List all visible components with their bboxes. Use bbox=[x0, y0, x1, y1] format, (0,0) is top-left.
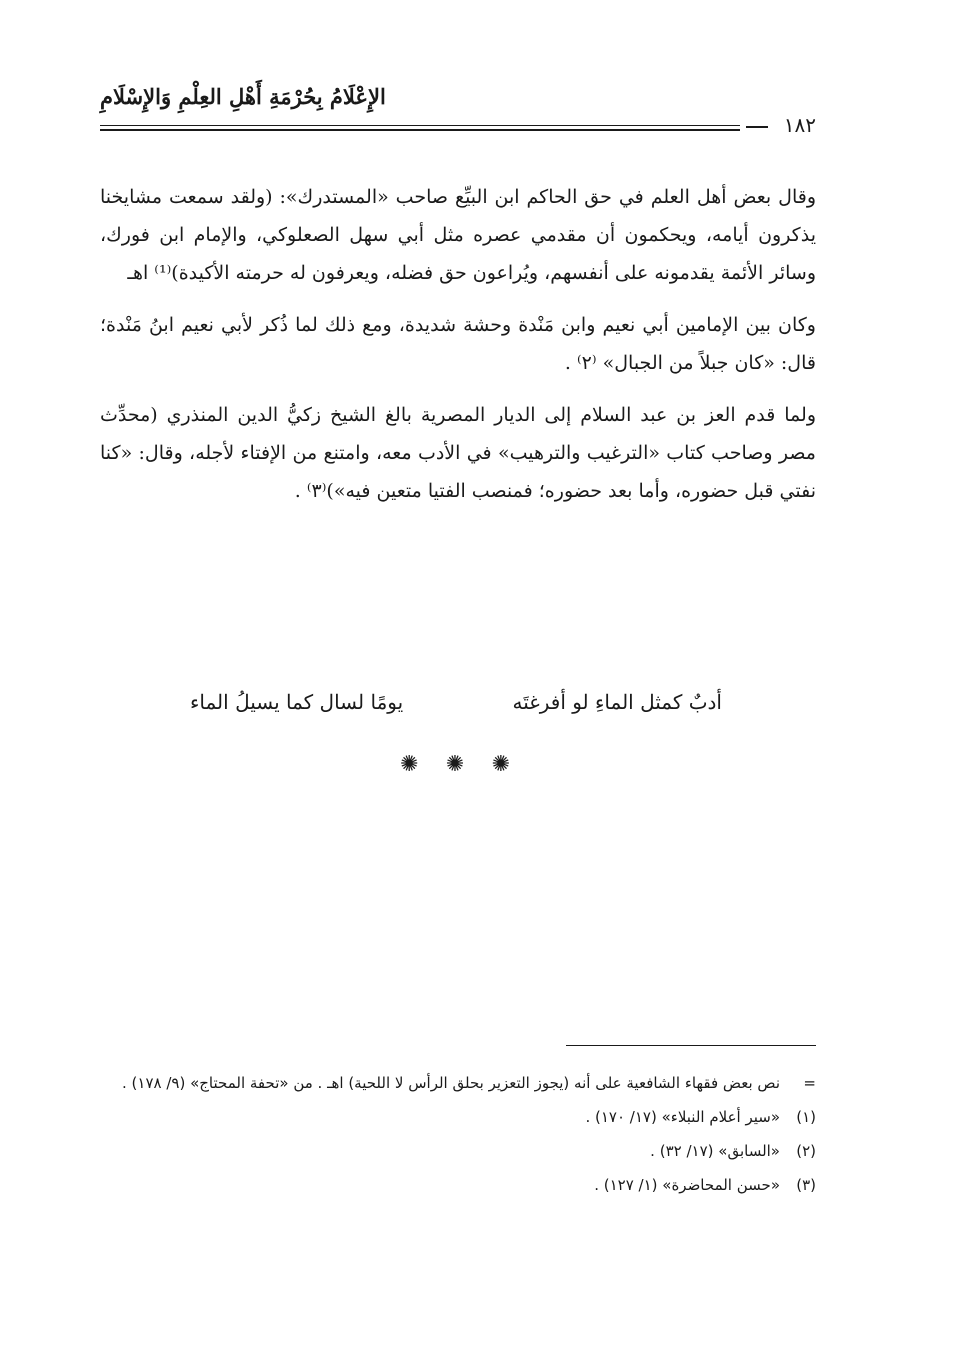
book-title: الإِعْلَامُ بِحُرْمَةِ أَهْلِ العِلْمِ وَالإِسْلَامِ bbox=[100, 84, 386, 109]
footnote-continuation bbox=[110, 1066, 816, 1100]
footnote-marker: (١) bbox=[796, 1108, 816, 1126]
footnote-1 bbox=[110, 1100, 816, 1134]
running-header bbox=[100, 84, 816, 144]
footnote-marker: = bbox=[803, 1074, 816, 1092]
verse-first-hemistich: أدبٌ كمثل الماءِ لو أفرغتَه bbox=[512, 690, 722, 714]
star-ornament-icon: ✺ bbox=[445, 752, 465, 777]
star-ornament-icon: ✺ bbox=[400, 752, 419, 777]
paragraph-2: وكان بين الإمامين أبي نعيم وابن مَنْدة وحشة شديدة، ومع ذلك لما ذُكر لأبي نعيم ابنُ مَنْدة؛ قال: «كان جبلاً من الجبال» ⁽٢⁾ . bbox=[100, 314, 816, 374]
footnote-text: «حسن المحاضرة» (١/ ١٢٧) . bbox=[594, 1176, 780, 1194]
footnote-rule bbox=[566, 1045, 816, 1046]
verse-second-hemistich: يومًا لسال كما يسيلُ الماء bbox=[190, 690, 404, 714]
footnote-marker: (٢) bbox=[796, 1142, 816, 1160]
footnote-2 bbox=[110, 1134, 816, 1168]
footnote-3 bbox=[110, 1168, 816, 1202]
poetry-verse bbox=[180, 690, 740, 734]
star-ornament-icon: ✺ bbox=[491, 752, 510, 777]
footnote-marker: (٣) bbox=[796, 1176, 816, 1194]
footnotes bbox=[110, 1066, 816, 1202]
footnote-text: «السابق» (١٧/ ٣٢) . bbox=[650, 1142, 780, 1160]
paragraph-3: ولما قدم العز بن عبد السلام إلى الديار المصرية بالغ الشيخ زكيُّ الدين المنذري (محدِّث مصر وصاحب كتاب «الترغيب والترهيب» في الأدب معه، وامتنع من الإفتاء لأجله، وقال: «كنا نفتي قبل حضوره، وأما بعد حضوره؛ فمنصب الفتيا متعين فيه»)⁽٣⁾ . bbox=[100, 404, 816, 502]
footnote-text: نص بعض فقهاء الشافعية على أنه (يجوز التعزير بحلق الرأس لا اللحية) اهـ . من «تحفة المحتاج» (٩/ ١٧٨) . bbox=[122, 1074, 780, 1092]
section-separator bbox=[400, 752, 510, 777]
page-number: ١٨٢ bbox=[750, 113, 816, 137]
main-text bbox=[100, 178, 816, 524]
paragraph-1: وقال بعض أهل العلم في حق الحاكم ابن البيِّع صاحب «المستدرك»: (ولقد سمعت مشايخنا يذكرون أيامه، ويحكمون أن مقدمي عصره مثل أبي سهل الصعلوكي، والإمام ابن فورك، وسائر الأئمة يقدمونه على أنفسهم، ويُراعون حق فضله، ويعرفون له حرمته الأكيدة)⁽¹⁾ اهـ bbox=[100, 186, 816, 284]
header-rule bbox=[100, 125, 740, 131]
footnote-text: «سير أعلام النبلاء» (١٧/ ١٧٠) . bbox=[585, 1108, 780, 1126]
